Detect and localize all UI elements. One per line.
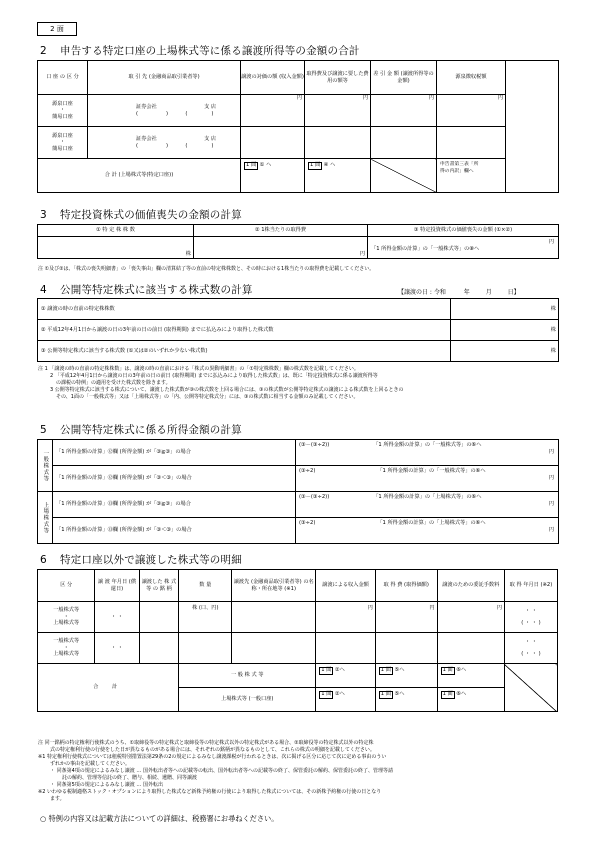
- s3-unit-cost-field[interactable]: [194, 237, 368, 259]
- s5-group-listed: 上場株式等: [38, 492, 53, 544]
- s6-row1-qty[interactable]: [179, 602, 232, 633]
- s2-header-row: [38, 61, 559, 95]
- s2-total-spacer: [506, 159, 559, 193]
- s4-row1-label: ① 譲渡の時の直前の特定株株数: [38, 299, 451, 320]
- s2-row1-broker-label: 証券会社: [136, 103, 157, 110]
- s6-total-listed-label: 上場株式等 (一般口座): [179, 688, 316, 712]
- yen-unit: 円: [548, 239, 554, 245]
- date-dots: ・ ・: [524, 607, 537, 614]
- form-ref-box: 1 面: [321, 667, 332, 673]
- s2-row1-account-type: [38, 95, 88, 127]
- s5-row3-ref: 「1 所得金額の計算」の「上場株式等」の⑥へ: [373, 494, 482, 500]
- section-3-number: 3: [40, 209, 47, 221]
- yen-unit: 円: [359, 251, 365, 258]
- form-ref-box: 1 面: [321, 691, 332, 697]
- s2-total-tax-ref-line2: 得の内訳」欄へ: [440, 168, 474, 174]
- s4-date-label: 【譲渡の日 : 令和: [398, 289, 446, 296]
- table-row: [38, 602, 558, 633]
- s2-row2-account-type: [38, 127, 88, 159]
- s2-row1-paren: ): [211, 110, 214, 117]
- table-row: [38, 237, 559, 259]
- s2-header-diff: 差 引 金 額 (譲渡所得等の金額): [371, 61, 437, 95]
- yen-unit: 円: [296, 95, 302, 101]
- s2-row1-paren: ): [166, 110, 169, 117]
- s2-row1-branch-label: 支 店: [204, 103, 217, 110]
- yen-unit: 円: [548, 500, 554, 507]
- s4-note-1: 注 1 「譲渡の時の直前の特定株株数」は、譲渡の時の直前における「株式の異動明細書」の「①特定株株数」欄の株式数を記載してください。: [38, 366, 359, 372]
- s4-row1-field[interactable]: [451, 299, 559, 320]
- s2-header-tax: 源泉徴収税額: [437, 61, 506, 95]
- yen-unit: 円: [548, 448, 554, 455]
- s6-note-1b: 式の特定権利行使の行使をした日が異なるものがある場合には、それぞれの銘柄が異なるものとして、これらの株式の明細を記載してください。: [50, 747, 375, 753]
- s6-row1-acq[interactable]: [504, 602, 557, 633]
- section-4-title-text: 公開等特定株式に該当する株式数の計算: [60, 284, 253, 296]
- section-4-title: [40, 283, 253, 297]
- s2-row2-broker-field[interactable]: [88, 127, 241, 159]
- section-5-table: [37, 439, 559, 544]
- s6-row1-party[interactable]: [232, 602, 316, 633]
- form-ref-box: 1 面: [246, 162, 257, 168]
- s6-note-4: ・ 同条第5項の規定によるみなし譲渡 … 国外転出: [50, 782, 163, 788]
- table-row: [38, 95, 559, 127]
- s2-header-account-type: 口 座 の 区 分: [38, 61, 88, 95]
- s6-row2-acq[interactable]: [504, 633, 557, 664]
- date-dots: ・ ・: [524, 638, 537, 645]
- table-row: [38, 492, 559, 518]
- s2-header-revenue: 譲渡の対価の額 (収入金額): [241, 61, 305, 95]
- s2-total-tax-ref-line1: 申告書第三表「所: [440, 162, 479, 167]
- s6-row1-fee[interactable]: [437, 602, 504, 633]
- paren-date-dots: ( ・ ・ ): [521, 619, 541, 626]
- s6-total-listed-rev[interactable]: [316, 688, 376, 712]
- s2-row2-revenue-field[interactable]: [241, 127, 305, 159]
- s6-header-party: 譲渡先 (金融商品取引業者等) の名称・所在地等 (※1): [232, 570, 316, 602]
- s6-header-date: 譲 渡 年月日 (償還日): [95, 570, 139, 602]
- s2-row1-spacer: [506, 95, 559, 127]
- s2-row1-broker-field[interactable]: [88, 95, 241, 127]
- s4-note-2: 2 「平成12年4月1日から譲渡の日の3年前の日の前日 (取得期間) までに払込みにより取得した株式数」は、既に「特定投資株式に係る譲渡所得等: [50, 373, 378, 379]
- s6-row1-kubun-general: 一般株式等: [53, 607, 80, 614]
- s3-header-3: ③ 特定投資株式の価値喪失の金額 (①×②): [368, 225, 559, 237]
- s5-row2-cond: 「1 所得金額の計算」⑫欄 (所得金額) が「③＜③」の場合: [53, 466, 296, 492]
- s6-row1-kubun: [38, 602, 95, 633]
- table-row: [38, 299, 559, 320]
- s5-row4-ref: 「1 所得金額の計算」の「上場株式等」の⑥へ: [377, 520, 486, 526]
- s5-row2-formula: (③÷2): [299, 468, 316, 474]
- table-row: [38, 320, 559, 341]
- section-5-title-text: 公開等特定株式に係る所得金額の計算: [60, 424, 242, 436]
- s2-total-diff-struck: [371, 159, 437, 193]
- s6-total-listed-fee-ref: ⑥へ: [456, 691, 467, 697]
- s6-total-general-row: [38, 664, 558, 688]
- s2-total-revenue[interactable]: [241, 159, 305, 193]
- s2-header-broker: 取 引 先 (金融商品取引業者等): [88, 61, 241, 95]
- s6-row2-fee[interactable]: [437, 633, 504, 664]
- s4-row3-field[interactable]: [451, 341, 559, 362]
- page-number-box: 2 面: [37, 22, 77, 36]
- yen-unit: 円: [548, 474, 554, 481]
- s5-row4-formula: (③÷2): [299, 520, 316, 526]
- s6-row1-kubun-listed: 上場株式等: [53, 620, 80, 627]
- s6-total-label: 合 計: [38, 664, 179, 712]
- s3-loss-field[interactable]: [368, 237, 559, 259]
- paren-date-dots: ( ・ ・ ): [521, 650, 541, 657]
- s2-row1-paren: (: [136, 110, 139, 117]
- s2-row2-broker-label: 証券会社: [136, 135, 157, 142]
- s5-row3-cond: 「1 所得金額の計算」⑬欄 (所得金額) が「③≧③」の場合: [53, 492, 296, 518]
- section-2-number: 2: [40, 45, 47, 57]
- s2-row1-diff-field[interactable]: [371, 95, 437, 127]
- s6-row2-date[interactable]: [95, 633, 139, 664]
- table-row: [38, 127, 559, 159]
- s2-total-cost[interactable]: [305, 159, 371, 193]
- s6-note-1: 注 同一銘柄の特定権利行使株式のうち、①取締役等の特定株式と取締役等の特定株式以外の特定株式がある場合、②取締役等の特定株式以外の特定株: [38, 740, 374, 746]
- s2-header-cost: 取得費及び譲渡に要した費用の額等: [305, 61, 371, 95]
- s6-row2-kubun-general: 一般株式等: [53, 638, 80, 645]
- s6-note-5: ※2 いわゆる税制適格ストック・オプションにより取得した株式など新株予約権の行使により取得した株式については、その新株予約権の行使の日となり: [38, 789, 382, 795]
- s4-row3-label: ③ 公開等特定株式に該当する株式数 (①又は②のいずれか少ない株式数): [38, 341, 451, 362]
- s6-header-fee: 譲渡のための委託手数料: [437, 570, 504, 602]
- s6-header-row: [38, 570, 558, 602]
- s4-date-line[interactable]: [398, 287, 520, 296]
- s6-row1-kubun-dot: ・: [63, 613, 69, 620]
- table-row: [38, 633, 558, 664]
- s5-row1-field[interactable]: [296, 440, 559, 466]
- s2-row2-branch-label: 支 店: [204, 135, 217, 142]
- table-row: [38, 518, 559, 544]
- s4-note-3: 3 公開等特定株式に該当する株式について、譲渡した株式数が③の株式数を上回る場合には、③の株式数が公開等特定株式の譲渡による株式数を上回るときの: [50, 387, 404, 393]
- s6-row2-qty[interactable]: [179, 633, 232, 664]
- s2-row2-paren: ): [166, 142, 169, 149]
- s6-header-cost: 取 得 費 (取得価額): [375, 570, 437, 602]
- s3-note: 注 ①及び②は、「株式の喪失明細書」の「喪失事由」欄の清算結了等の直前の特定株株数と、その時における1株当たりの取得費を記載してください。: [38, 266, 375, 272]
- s2-total-tax[interactable]: [437, 159, 506, 193]
- s2-row2-account-dot: ・: [59, 139, 66, 146]
- section-6-title: [40, 553, 242, 567]
- yen-unit: 円: [548, 526, 554, 533]
- s6-row2-kubun-dot: ・: [63, 644, 69, 651]
- yen-unit: 円: [496, 605, 502, 611]
- s6-row2-cost[interactable]: [375, 633, 437, 664]
- s4-row2-field[interactable]: [451, 320, 559, 341]
- s2-row1-revenue-field[interactable]: [241, 95, 305, 127]
- section-2-title: [40, 44, 360, 58]
- yen-unit: 円: [362, 95, 368, 101]
- s6-row1-cost[interactable]: [375, 602, 437, 633]
- kabu-unit: 株: [550, 347, 556, 354]
- s2-total-revenue-ref: ① へ: [259, 162, 272, 168]
- s2-row2-paren: (: [136, 142, 139, 149]
- qty-units: 株 (口、円): [192, 605, 219, 611]
- s5-row2-ref: 「1 所得金額の計算」の「一般株式等」の⑥へ: [377, 468, 486, 474]
- s4-note-3b: その、1面の「一般株式等」又は「上場株式等」の「内、公開等特定株式分」には、③の株式数に相当する金額のみ記載してください。: [56, 394, 359, 400]
- s2-row1-paren: (: [185, 110, 188, 117]
- form-ref-box: 1 面: [380, 691, 391, 697]
- s5-row4-cond: 「1 所得金額の計算」⑬欄 (所得金額) が「③＜③」の場合: [53, 518, 296, 544]
- s3-header-2: ② 1株当たりの取得費: [194, 225, 368, 237]
- s2-row2-paren: ): [211, 142, 214, 149]
- table-row: [38, 440, 559, 466]
- s5-row3-field[interactable]: [296, 492, 559, 518]
- section-6-table: [37, 569, 558, 712]
- s6-row1-rev[interactable]: [316, 602, 376, 633]
- kabu-unit: 株: [550, 305, 556, 312]
- s2-row2-account-a: 源泉口座: [52, 132, 73, 139]
- yen-unit: 円: [428, 95, 434, 101]
- s6-row2-name[interactable]: [139, 633, 179, 664]
- section-6-title-text: 特定口座以外で譲渡した株式等の明細: [60, 554, 242, 566]
- s4-row2-label: ② 平成12年4月1日から譲渡の日の3年前の日の前日 (取得期間) までに払込みにより取得した株式数: [38, 320, 451, 341]
- s2-row2-cost-field[interactable]: [305, 127, 371, 159]
- s2-row2-tax-field[interactable]: [437, 127, 506, 159]
- s6-total-general-fee-ref: ⑥へ: [456, 667, 467, 673]
- s5-row3-formula: (③－(③÷2)): [299, 494, 330, 500]
- s5-row1-ref: 「1 所得金額の計算」の「一般株式等」の⑥へ: [373, 442, 482, 448]
- s6-total-listed-fee[interactable]: [437, 688, 504, 712]
- s2-row2-paren: (: [185, 142, 188, 149]
- form-ref-box: 1 面: [310, 162, 321, 168]
- section-3-table: [37, 224, 559, 259]
- s6-total-general-label: 一 般 株 式 等: [179, 664, 316, 688]
- s6-total-general-rev-ref: ②へ: [334, 667, 345, 673]
- s6-note-3: ・ 同条第4項の規定によるみなし譲渡 … 国外転出者等への記載等の転出、国外転出者等への記載等の終了、保管委託の解約、保管委託の終了、管理等請: [50, 768, 393, 774]
- s4-date-day: 日】: [507, 289, 520, 296]
- s2-row2-account-b: 簡易口座: [52, 145, 73, 152]
- s3-header-1: ① 特 定 株 株 数: [38, 225, 194, 237]
- s6-header-acq: 取 得 年月日 (※2): [504, 570, 557, 602]
- s2-total-cost-ref: ④ へ: [323, 162, 336, 168]
- date-dots: ・ ・: [110, 644, 123, 651]
- table-row: [38, 466, 559, 492]
- s6-total-listed-cost[interactable]: [375, 688, 437, 712]
- s4-note-2b: の課税の特例」の適用を受けた株式数を除きます。: [56, 380, 171, 386]
- section-4-number: 4: [40, 284, 47, 296]
- table-row: [38, 341, 559, 362]
- s6-row1-name[interactable]: [139, 602, 179, 633]
- section-2-table: [37, 60, 559, 193]
- section-6-number: 6: [40, 554, 47, 566]
- s5-row1-formula: (③－(③÷2)): [299, 442, 330, 448]
- s4-date-year: 年: [463, 289, 470, 296]
- s3-loss-ref: 「1 所得金額の計算」の「一般株式等」の⑧へ: [371, 245, 480, 252]
- s2-total-row: [38, 159, 559, 193]
- s2-row2-spacer: [506, 127, 559, 159]
- s6-note-3b: 託の解約、管理等信託の終了、贈与、相続、遺贈、同等譲渡: [62, 775, 198, 781]
- s6-total-acq-struck: [504, 664, 557, 712]
- s6-note-2b: ずれかの事由を記載してください。: [50, 761, 131, 767]
- kabu-unit: 株: [550, 326, 556, 333]
- s5-group-general: 一般株式等: [38, 440, 53, 492]
- s2-row1-cost-field[interactable]: [305, 95, 371, 127]
- s6-total-listed-cost-ref: ⑤へ: [394, 691, 405, 697]
- s6-total-general-cost-ref: ⑤へ: [394, 667, 405, 673]
- s6-note-5b: ます。: [50, 796, 65, 802]
- section-4-table: [37, 298, 559, 362]
- s6-total-listed-rev-ref: ②へ: [334, 691, 345, 697]
- s6-row2-party[interactable]: [232, 633, 316, 664]
- section-5-number: 5: [40, 424, 47, 436]
- s5-row4-field[interactable]: [296, 518, 559, 544]
- s5-row2-field[interactable]: [296, 466, 559, 492]
- s6-total-general-fee[interactable]: [437, 664, 504, 688]
- s4-date-month: 月: [485, 289, 492, 296]
- kabu-unit: 株: [185, 251, 191, 258]
- s3-shares-field[interactable]: [38, 237, 194, 259]
- yen-unit: 円: [497, 95, 503, 101]
- s2-row1-account-b: 簡易口座: [52, 113, 73, 120]
- s6-row2-rev[interactable]: [316, 633, 376, 664]
- form-ref-box: 1 面: [442, 691, 453, 697]
- s6-row2-kubun: [38, 633, 95, 664]
- s6-note-2: ※1 特定権利行使株式については租税特別措置法第29条の2の規定によるみなし譲渡課税が行われるときは、次に掲げる区分に応じて次に定める事由のうい: [38, 754, 387, 760]
- s2-header-spacer: [506, 61, 559, 95]
- s3-header-row: [38, 225, 559, 237]
- s6-header-name: 譲渡した 株 式 等 の 銘 柄: [139, 570, 179, 602]
- s6-row2-kubun-listed: 上場株式等: [53, 651, 80, 658]
- s2-row1-tax-field[interactable]: [437, 95, 506, 127]
- s2-row2-diff-field[interactable]: [371, 127, 437, 159]
- s6-row1-date[interactable]: [95, 602, 139, 633]
- yen-unit: 円: [367, 605, 373, 611]
- date-dots: ・ ・: [110, 613, 123, 620]
- s6-total-general-cost[interactable]: [375, 664, 437, 688]
- section-5-title: [40, 423, 242, 437]
- s5-row1-cond: 「1 所得金額の計算」⑫欄 (所得金額) が「③≧③」の場合: [53, 440, 296, 466]
- form-ref-box: 1 面: [380, 667, 391, 673]
- s6-header-rev: 譲渡による収入金額: [316, 570, 376, 602]
- s6-header-qty: 数 量: [179, 570, 232, 602]
- form-ref-box: 1 面: [442, 667, 453, 673]
- section-3-title-text: 特定投資株式の価値喪失の金額の計算: [60, 209, 242, 221]
- yen-unit: 円: [429, 605, 435, 611]
- section-2-title-text: 申告する特定口座の上場株式等に係る譲渡所得等の金額の合計: [60, 45, 360, 57]
- s2-row1-account-a: 源泉口座: [52, 100, 73, 107]
- s2-row1-account-dot: ・: [59, 107, 66, 114]
- section-3-title: [40, 208, 242, 222]
- footer-note: ○ 特例の内容又は記載方法についての詳細は、税務署にお尋ねください。: [40, 814, 279, 823]
- s2-total-label: 合 計 (上場株式等(特定口座)): [38, 159, 241, 193]
- s6-header-kubun: 区 分: [38, 570, 95, 602]
- s6-total-general-rev[interactable]: [316, 664, 376, 688]
